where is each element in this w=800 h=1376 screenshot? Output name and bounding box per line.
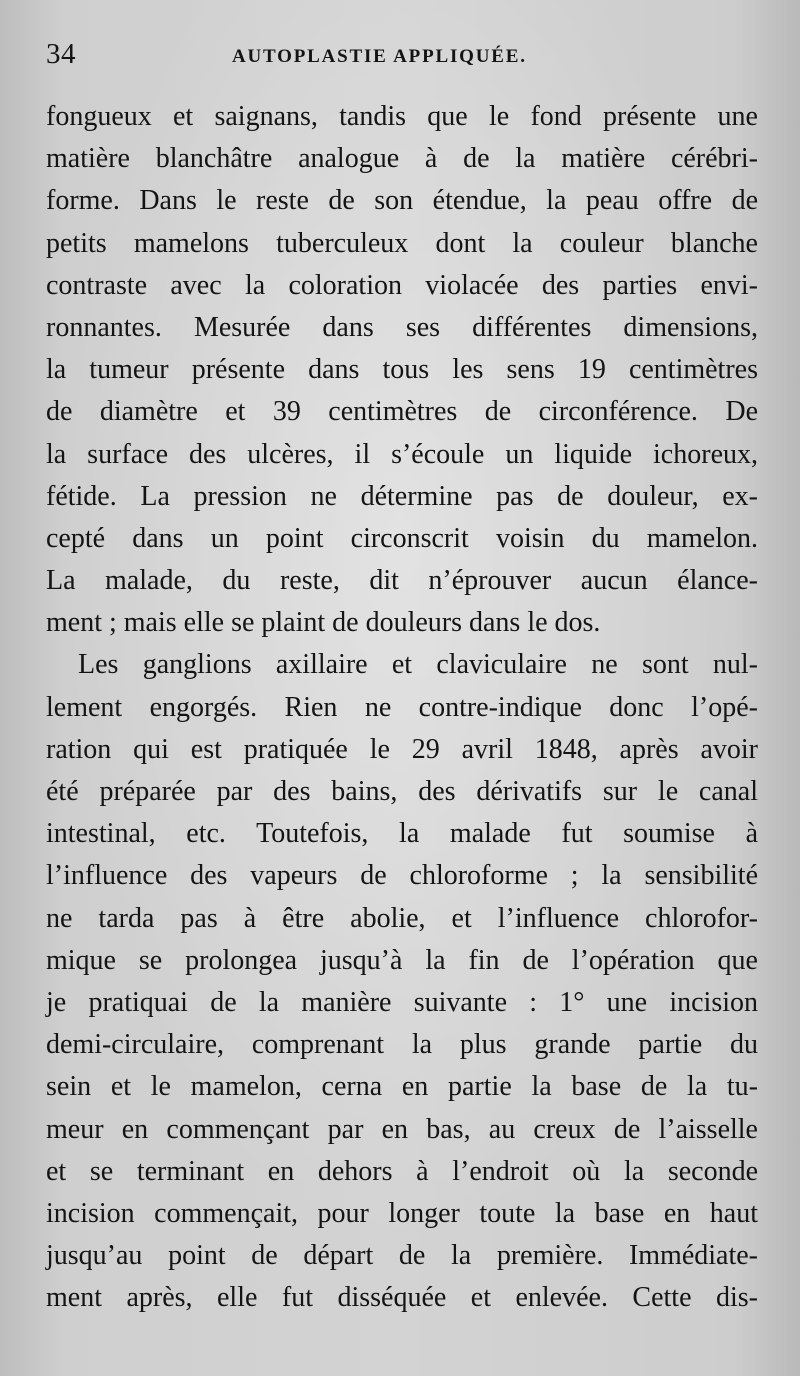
paragraph xyxy=(46,644,758,1319)
text-line: mique se prolongea jusqu’à la fin de l’opération que xyxy=(46,944,758,976)
page-number: 34 xyxy=(46,38,76,70)
text-line: matière blanchâtre analogue à de la matière cérébri- xyxy=(46,143,758,175)
text-line: cepté dans un point circonscrit voisin du mamelon. xyxy=(46,522,758,554)
text-line: meur en commençant par en bas, au creux de l’aisselle xyxy=(46,1113,758,1145)
text-line: été préparée par des bains, des dérivatifs sur le canal xyxy=(46,776,758,807)
text-line: ne tarda pas à être abolie, et l’influence chlorofor- xyxy=(46,902,758,934)
text-line: et se terminant en dehors à l’endroit où la seconde xyxy=(46,1155,758,1187)
text-line: la tumeur présente dans tous les sens 19 centimètres xyxy=(46,354,758,386)
text-line: sein et le mamelon, cerna en partie la base de la tu- xyxy=(46,1071,758,1103)
text-line: fongueux et saignans, tandis que le fond présente une xyxy=(46,101,758,132)
text-line: ronnantes. Mesurée dans ses différentes dimensions, xyxy=(46,311,758,343)
text-line: contraste avec la coloration violacée des parties envi- xyxy=(46,269,758,301)
text-line: lement engorgés. Rien ne contre-indique donc l’opé- xyxy=(46,691,758,723)
text-line: forme. Dans le reste de son étendue, la peau offre de xyxy=(46,185,758,217)
paragraph xyxy=(46,96,758,644)
text-line: La malade, du reste, dit n’éprouver aucun élance- xyxy=(46,565,758,597)
body-text xyxy=(46,96,758,1319)
text-line: incision commençait, pour longer toute la base en haut xyxy=(46,1197,758,1229)
running-head: AUTOPLASTIE APPLIQUÉE. xyxy=(232,46,527,67)
text-line: Les ganglions axillaire et claviculaire ne sont nul- xyxy=(78,649,758,681)
text-line: ment après, elle fut disséquée et enlevée. Cette dis- xyxy=(46,1282,758,1314)
text-line: jusqu’au point de départ de la première. Immédiate- xyxy=(46,1240,758,1272)
text-line: fétide. La pression ne détermine pas de douleur, ex- xyxy=(46,480,758,512)
text-line: la surface des ulcères, il s’écoule un liquide ichoreux, xyxy=(46,438,758,470)
text-line: de diamètre et 39 centimètres de circonférence. De xyxy=(46,396,758,428)
text-line: demi-circulaire, comprenant la plus grande partie du xyxy=(46,1029,758,1061)
text-line: intestinal, etc. Toutefois, la malade fut soumise à xyxy=(46,818,758,850)
text-line: petits mamelons tuberculeux dont la couleur blanche xyxy=(46,227,758,259)
page-header xyxy=(46,38,766,78)
text-line: ment ; mais elle se plaint de douleurs dans le dos. xyxy=(46,607,601,639)
text-line: je pratiquai de la manière suivante : 1° une incision xyxy=(46,986,758,1018)
text-line: ration qui est pratiquée le 29 avril 1848, après avoir xyxy=(46,733,758,765)
text-line: l’influence des vapeurs de chloroforme ; la sensibilité xyxy=(46,860,758,892)
